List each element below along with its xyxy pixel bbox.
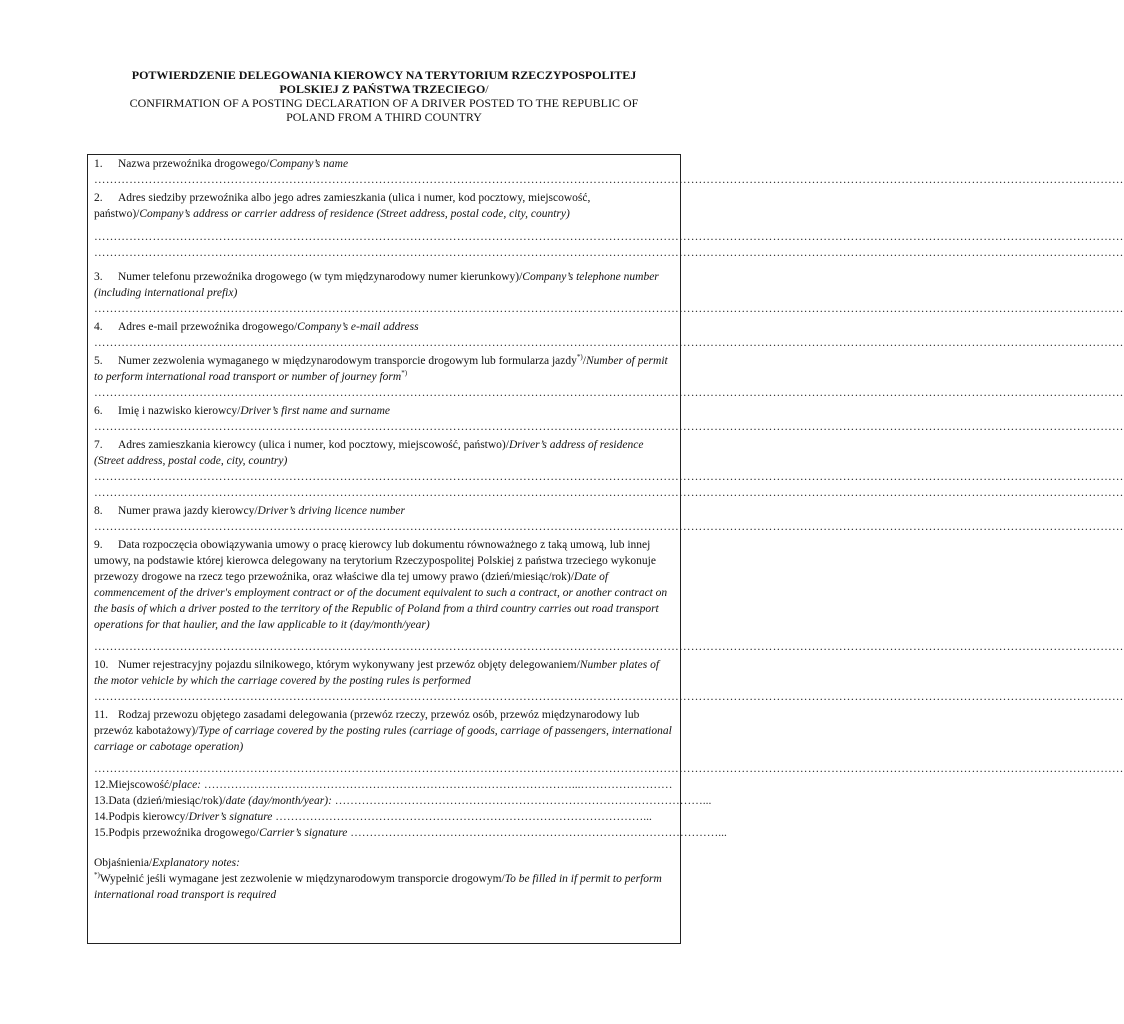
form-box xyxy=(87,154,727,944)
fill-line[interactable] xyxy=(94,245,674,261)
field-9-contract-date: 9. Data rozpoczęcia obowiązywania umowy o pracę kierowcy lub dokumentu równoważnego z taką umową, lub innej umowy, na podstawie której kierowca delegowany na terytorium Rzeczypospolitej Polskiej z państwa trzeciego wykonuje przewozy drogowe na rzecz tego przewoźnika, oraz właściwe dla tej umowy prawo (dzień/miesiąc/rok)/Date of commencement of the driver's employment contract or of the document equivalent to such a contract, or another contract on the basis of which a driver posted to the territory of the Republic of Poland from a third country carries out road transport operations for that haulier, and the law applicable to it (day/month/year) xyxy=(94,539,668,631)
fill-line[interactable] xyxy=(94,639,674,655)
field-11-carriage-type: 11. Rodzaj przewozu objętego zasadami delegowania (przewóz rzeczy, przewóz osób, przewóz międzynarodowy lub przewóz kabotażowy)/Type of carriage covered by the posting rules (carriage of goods, carriage of passengers, international carriage or cabotage operation) xyxy=(94,709,672,753)
field-13-date[interactable]: 13.Data (dzień/miesiąc/rok)/date (day/month/year): ……………………………………………………………………………………... xyxy=(94,795,712,807)
field-2-company-address: 2. Adres siedziby przewoźnika albo jego adres zamieszkania (ulica i numer, kod pocztowy, miejscowość, państwo)/Company’s address or carrier address of residence (Street address, postal code, city, country) xyxy=(94,192,591,220)
field-3-company-telephone: 3. Numer telefonu przewoźnika drogowego (w tym międzynarodowy numer kierunkowy)/Company’s telephone number (including international prefix) xyxy=(94,271,659,299)
fill-line[interactable] xyxy=(94,469,674,485)
field-7-driver-address: 7. Adres zamieszkania kierowcy (ulica i numer, kod pocztowy, miejscowość, państwo)/Driver’s address of residence (Street address, postal code, city, country) xyxy=(94,439,644,467)
field-12-place[interactable]: 12.Miejscowość/place: ……………………………………………………………………………………...…………………… xyxy=(94,779,673,791)
fill-line[interactable] xyxy=(94,761,674,777)
field-4-company-email: 4. Adres e-mail przewoźnika drogowego/Company’s e-mail address xyxy=(94,321,419,333)
field-5-permit-number: 5. Numer zezwolenia wymaganego w międzynarodowym transporcie drogowym lub formularza jazdy*)/Number of permit to perform international road transport or number of journey form*) xyxy=(94,353,668,383)
explanatory-notes: Objaśnienia/Explanatory notes: *)Wypełnić jeśli wymagane jest zezwolenie w międzynarodowym transporcie drogowym/To be filled in if permit to perform international road transport is required xyxy=(94,857,662,901)
fill-line[interactable] xyxy=(94,172,674,188)
document-header xyxy=(80,68,688,124)
title-pl: POTWIERDZENIE DELEGOWANIA KIEROWCY NA TERYTORIUM RZECZYPOSPOLITEJ POLSKIEJ Z PAŃSTWA TRZECIEGO/ xyxy=(131,68,637,96)
fill-line[interactable] xyxy=(94,485,674,501)
fill-line[interactable] xyxy=(94,335,674,351)
fill-line[interactable] xyxy=(94,229,674,245)
fill-line[interactable] xyxy=(94,385,674,401)
field-6-driver-name: 6. Imię i nazwisko kierowcy/Driver’s first name and surname xyxy=(94,405,391,417)
fill-line[interactable] xyxy=(94,519,674,535)
fill-line[interactable] xyxy=(94,689,674,705)
field-1-company-name: 1. Nazwa przewoźnika drogowego/Company’s name xyxy=(94,158,349,170)
field-14-driver-signature[interactable]: 14.Podpis kierowcy/Driver’s signature ……………………………………………………………………………………... xyxy=(94,811,652,823)
fill-line[interactable] xyxy=(94,301,674,317)
field-8-driving-licence: 8. Numer prawa jazdy kierowcy/Driver’s driving licence number xyxy=(94,505,405,517)
fill-line[interactable] xyxy=(94,419,674,435)
field-10-number-plates: 10. Numer rejestracyjny pojazdu silnikowego, którym wykonywany jest przewóz objęty delegowaniem/Number plates of the motor vehicle by which the carriage covered by the posting rules is performed xyxy=(94,659,660,687)
field-15-carrier-signature[interactable]: 15.Podpis przewoźnika drogowego/Carrier’s signature ……………………………………………………………………………………... xyxy=(94,827,727,839)
title-en: CONFIRMATION OF A POSTING DECLARATION OF A DRIVER POSTED TO THE REPUBLIC OF POLAND FROM A THIRD COUNTRY xyxy=(129,96,639,124)
